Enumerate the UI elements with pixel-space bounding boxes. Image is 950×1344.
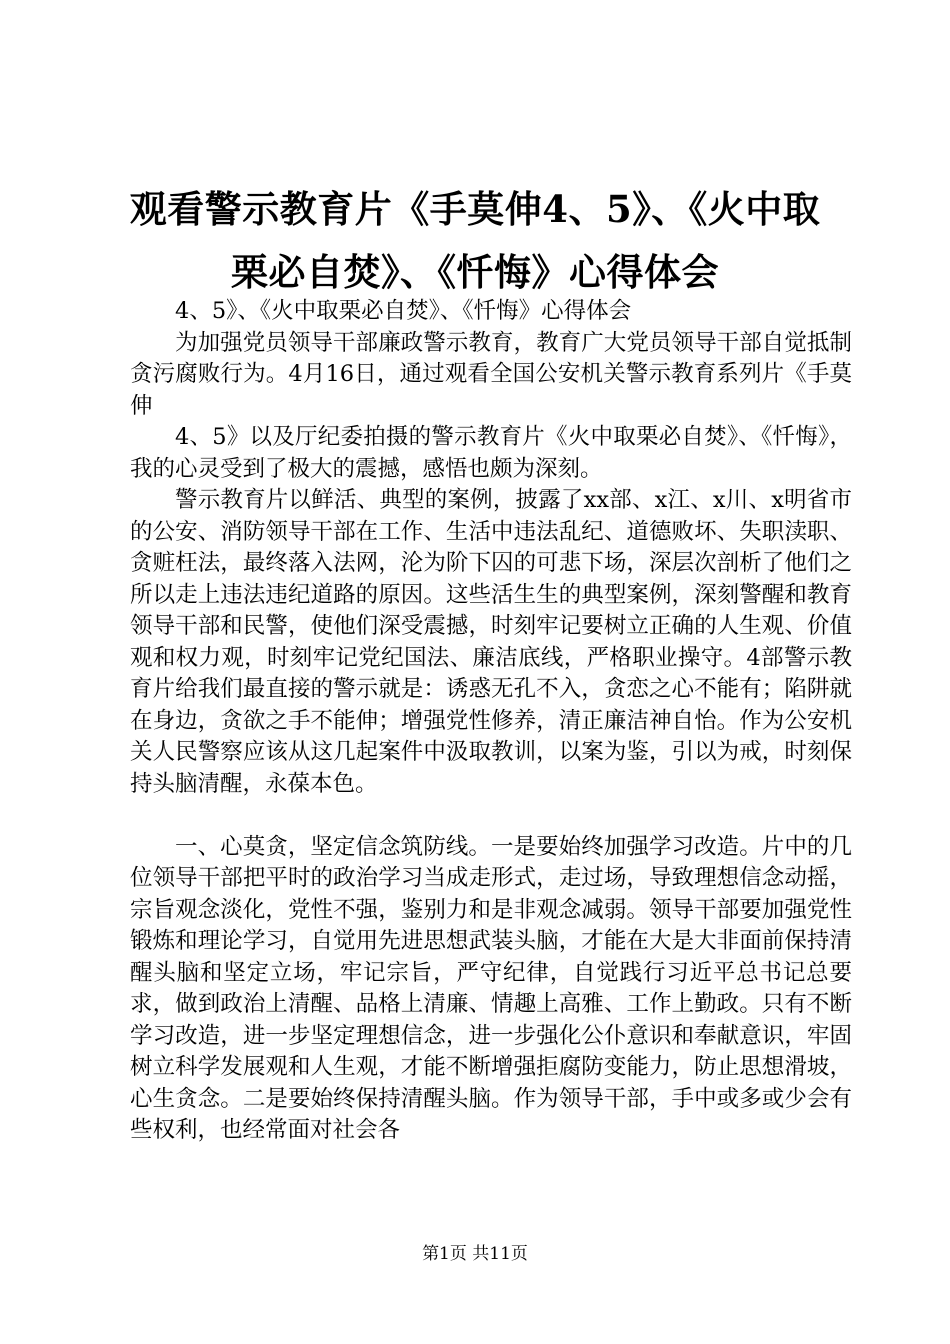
subtitle-paragraph: 4、5》、《火中取栗必自焚》、《忏悔》心得体会 [175, 298, 632, 324]
title-line-2: 栗必自焚》、《忏悔》心得体会 [231, 250, 719, 294]
intro-paragraph: 为加强党员领导干部廉政警示教育，教育广大党员领导干部自觉抵制贪污腐败行为。4月16日，通过观看全国公安机关警示教育系列片《手莫伸 [130, 329, 852, 419]
page-footer: 第1页 共11页 [422, 1244, 528, 1264]
intro-continued-paragraph: 4、5》以及厅纪委拍摄的警示教育片《火中取栗必自焚》、《忏悔》，我的心灵受到了极大的震撼，感悟也颇为深刻。 [130, 424, 852, 482]
document-title [100, 178, 850, 304]
title-line-1: 观看警示教育片《手莫伸4、5》、《火中取 [129, 187, 821, 231]
case-summary-paragraph: 警示教育片以鲜活、典型的案例，披露了xx部、x江、x川、x明省市的公安、消防领导干部在工作、生活中违法乱纪、道德败坏、失职渎职、贪赃枉法，最终落入法网，沦为阶下囚的可悲下场，深层次剖析了他们之所以走上违法违纪道路的原因。这些活生生的典型案例，深刻警醒和教育领导干部和民警，使他们深受震撼，时刻牢记要树立正确的人生观、价值观和权力观，时刻牢记党纪国法、廉洁底线，严格职业操守。4部警示教育片给我们最直接的警示就是：诱惑无孔不入，贪恋之心不能有；陷阱就在身边，贪欲之手不能伸；增强党性修养，清正廉洁神自怡。作为公安机关人民警察应该从这几起案件中汲取教训，以案为鉴，引以为戒，时刻保持头脑清醒，永葆本色。 [130, 487, 852, 797]
section-one-paragraph: 一、心莫贪，坚定信念筑防线。一是要始终加强学习改造。片中的几位领导干部把平时的政治学习当成走形式，走过场，导致理想信念动摇，宗旨观念淡化，党性不强，鉴别力和是非观念减弱。领导干部要加强党性锻炼和理论学习，自觉用先进思想武装头脑，才能在大是大非面前保持清醒头脑和坚定立场，牢记宗旨，严守纪律，自觉践行习近平总书记总要求，做到政治上清醒、品格上清廉、情趣上高雅、工作上勤政。只有不断学习改造，进一步坚定理想信念，进一步强化公仆意识和奉献意识，牢固树立科学发展观和人生观，才能不断增强拒腐防变能力，防止思想滑坡，心生贪念。二是要始终保持清醒头脑。作为领导干部，手中或多或少会有些权利，也经常面对社会各 [130, 833, 852, 1143]
document-body [130, 296, 852, 1147]
